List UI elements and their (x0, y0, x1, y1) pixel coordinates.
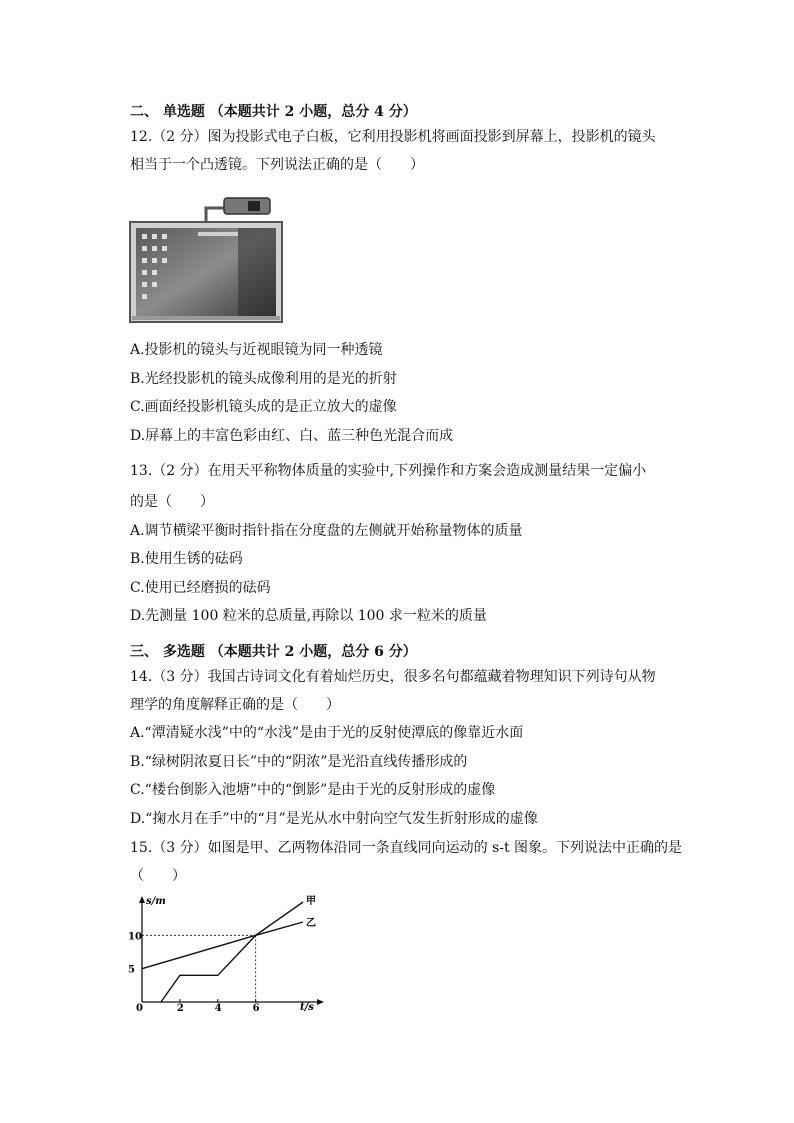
projector-whiteboard-image (128, 188, 284, 330)
question-15-line2: （ ） (130, 868, 186, 884)
question-14-line1: 14.（3 分）我国古诗词文化有着灿烂历史，很多名句都蕴藏着物理知识下列诗句从物 (130, 669, 656, 685)
question-12-line1: 12.（2 分）图为投影式电子白板，它利用投影机将画面投影到屏幕上，投影机的镜头 (130, 129, 656, 145)
question-15-line1: 15.（3 分）如图是甲、乙两物体沿同一条直线同向运动的 s-t 图象。下列说法中正确的是 (130, 840, 683, 856)
x-tick-label: 4 (214, 1003, 222, 1012)
question-12-option-a: A.投影机的镜头与近视眼镜为同一种透镜 (130, 342, 383, 358)
question-14-option-c: C.“楼台倒影入池塘”中的“倒影”是由于光的反射形成的虚像 (130, 782, 496, 798)
question-12-option-d: D.屏幕上的丰富色彩由红、白、蓝三种色光混合而成 (130, 428, 454, 444)
s-t-graph (128, 892, 328, 1012)
question-14-line2: 理学的角度解释正确的是（ ） (130, 697, 340, 713)
x-tick-label: 2 (176, 1003, 184, 1012)
x-axis-label: t/s (300, 1002, 314, 1012)
series-line-jia (161, 902, 303, 1002)
series-label-jia: 甲 (306, 896, 317, 907)
section-heading-multi-choice: 三、 多选题 （本题共计 2 小题，总分 6 分） (130, 644, 417, 660)
y-tick-label: 5 (128, 964, 135, 976)
question-12-option-c: C.画面经投影机镜头成的是正立放大的虚像 (130, 399, 397, 415)
question-12-option-b: B.光经投影机的镜头成像利用的是光的折射 (130, 371, 397, 387)
question-14-option-b: B.“绿树阴浓夏日长”中的“阴浓”是光沿直线传播形成的 (130, 754, 468, 770)
y-axis-label: s/m (146, 896, 166, 907)
series-line-yi (142, 922, 303, 969)
section-heading-single-choice: 二、 单选题 （本题共计 2 小题，总分 4 分） (130, 104, 417, 120)
x-tick-label: 6 (252, 1003, 260, 1012)
y-tick-label: 10 (128, 931, 142, 943)
question-13-option-a: A.调节横梁平衡时指针指在分度盘的左侧就开始称量物体的质量 (130, 523, 523, 539)
question-12-line2: 相当于一个凸透镜。下列说法正确的是（ ） (130, 157, 424, 173)
x-axis-arrow (317, 999, 324, 1005)
series-label-yi: 乙 (306, 918, 317, 929)
origin-label: 0 (136, 1003, 143, 1012)
question-14-option-a: A.“潭清疑水浅”中的“水浅”是由于光的反射使潭底的像靠近水面 (130, 725, 524, 741)
question-14-option-d: D.“掬水月在手”中的“月”是光从水中射向空气发生折射形成的虚像 (130, 811, 538, 827)
y-axis-arrow (139, 896, 145, 903)
question-13-option-c: C.使用已经磨损的砝码 (130, 580, 271, 596)
question-13-option-b: B.使用生锈的砝码 (130, 551, 243, 567)
question-13-line1: 13.（2 分）在用天平称物体质量的实验中,下列操作和方案会造成测量结果一定偏小 (130, 463, 647, 479)
question-13-line2: 的是（ ） (130, 494, 214, 510)
question-13-option-d: D.先测量 100 粒米的总质量,再除以 100 求一粒米的质量 (130, 608, 487, 624)
